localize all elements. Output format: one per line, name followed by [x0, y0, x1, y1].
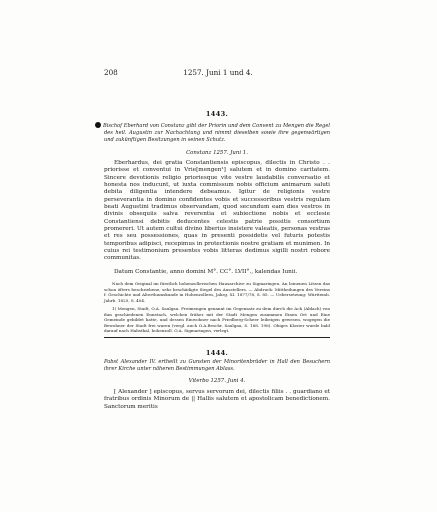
- section-divider: [104, 337, 330, 338]
- running-title: 1257. Juni 1 und 4.: [183, 68, 253, 77]
- charter-text-1444: [ Alexander ] episcopus, servus servorum dei, dilectis filiis . . guardiano et fratribus ordinis Minorum de || Hallis salutem et apostolicam benedictionem. Sanctorum meritis: [104, 389, 330, 410]
- charter-text-1443: Eberhardus, dei gratia Constantiensis episcopus, dilectis in Christo . . priorisse et conventui in Vrie[mengen¹] salutem et in domino caritatem. Sincere devotionis religio prioriesque vite vestre laudabilis conversatio et honesta nos inducunt, ut iuxta commissum nobis officium animarum saluti debita diligentia intendere debeamus. Igitur de religionis vestre perseverantia in domino confidentes vobis et successoribus vestris regulam beati Augustini tradimus observandam, quod secundum eam dies vestros in divinis obsequiis salva reverentia et subiectione nobis et ecclesie Constantiensi debitis deducentes celestis patrie possitis consortium promereri. Ut autem cultui divino liberius insistere valeatis, personas vestras et res seu possessiones, quas in presenti possidetis vel futuris potestis temporibus adipisci, recepimus in protectionis nostre gratiam et munimen. In cuius rei testimonium presentes vobis litteras dedimus sigilli nostri robore communitas.: [104, 160, 330, 262]
- source-note-1443: Nach dem Original im fürstlich hohenzollerischen Hausarchive zu Sigmaringen. An leinenen Litzen das schon öfters beschriebene, sehr beschädigte Siegel des Ausstellers. — Abdruck: Mittheilungen des Vereins f. Geschichte und Alterthumskunde in Hohenzollern, Jahrg. XI. 1877/78, S. 85. — Uebersetzung: Württemb. Jahrb. 1825, S. 404.: [104, 281, 330, 303]
- entry-number-1443: 1443.: [205, 110, 229, 118]
- footnote-1443: 1) Mengen, Stadt, O.A. Saulgau. Freimengen genannt im Gegensatz zu dem durch die Ach (Ablach) von ihm geschiedenen Ennetach, welchen früher mit der Stadt Mengen zusammen Einen Ort und Eine Gemeinde gebildet hatte, und dessen Einwohner nach Friedberg-Scheer leibeigen gewesen, wogegen die Bewohner der Stadt frei waren (vergl. auch O.A.Beschr. Saulgau, S. 168. 196). Obiges Kloster wurde bald darauf nach Habsthal, hohenzoll. O.A. Sigmaringen, verlegt.: [104, 306, 330, 334]
- regest-text-1443: Bischof Eberhard von Constanz gibt der Priorin und dem Convent zu Mengen die Regel des heil. Augustin zur Nachachtung und nimmt dieselben sowie ihre gegenwärtigen und zukünftigen Besitzungen in seinen Schutz.: [103, 123, 330, 144]
- page-number: 208: [104, 68, 118, 77]
- dateline-1443: Constanz 1257. Juni 1.: [186, 150, 248, 156]
- dateline-1444: Viterbo 1257. Juni 4.: [188, 378, 246, 384]
- entry-number-1444: 1444.: [205, 349, 229, 357]
- regest-1444: Pabst Alexander IV. ertheilt zu Gunsten der Minoritenbrüder in Hall den Besuchern ihrer Kirche unter näheren Bestimmungen Ablass.: [104, 359, 330, 373]
- regest-1443: [104, 122, 330, 145]
- bullet-marker-icon: [95, 122, 101, 128]
- charter-closing-1443: Datum Constantie, anno domini M°. CC°. LVII°., kalendas Iunii.: [114, 269, 298, 275]
